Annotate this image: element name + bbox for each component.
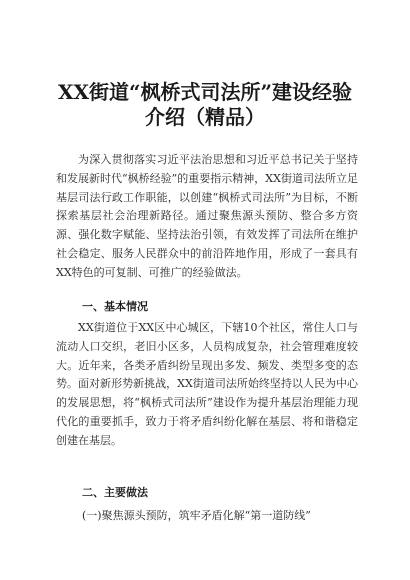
document-title-line-2: 介绍（精品） bbox=[145, 105, 265, 129]
document-title-line-1: XX街道“枫桥式司法所”建设经验 bbox=[57, 80, 353, 104]
intro-paragraph: 为深入贯彻落实习近平法治思想和习近平总书记关于坚持和发展新时代“枫桥经验”的重要指示精神，XX街道司法所立足基层司法行政工作职能，以创建“枫桥式司法所”为目标，不断探索基层社会治理新路径。通过聚焦源头预防、整合多方资源、强化数字赋能、坚持法治引领，有效发挥了司法所在维护社会稳定、服务人民群众中的前沿阵地作用，形成了一套具有XX特色的可复制、可推广的经验做法。 bbox=[56, 153, 358, 279]
subsection-heading-source-prevention: (一)聚焦源头预防，筑牢矛盾化解“第一道防线” bbox=[82, 509, 311, 522]
section-heading-basic-info: 一、基本情况 bbox=[82, 300, 148, 313]
basic-info-paragraph: XX街道位于XX区中心城区，下辖10个社区，常住人口与流动人口交织，老旧小区多，人员构成复杂，社会管理难度较大。近年来，各类矛盾纠纷呈现出多发、频发、类型多变的态势。面对新形势新挑战，XX街道司法所始终坚持以人民为中心的发展思想，将“枫桥式司法所”建设作为提升基层治理能力现代化的重要抓手，致力于将矛盾纠纷化解在基层、将和谐稳定创建在基层。 bbox=[56, 321, 358, 447]
section-heading-main-practices: 二、主要做法 bbox=[82, 486, 148, 499]
